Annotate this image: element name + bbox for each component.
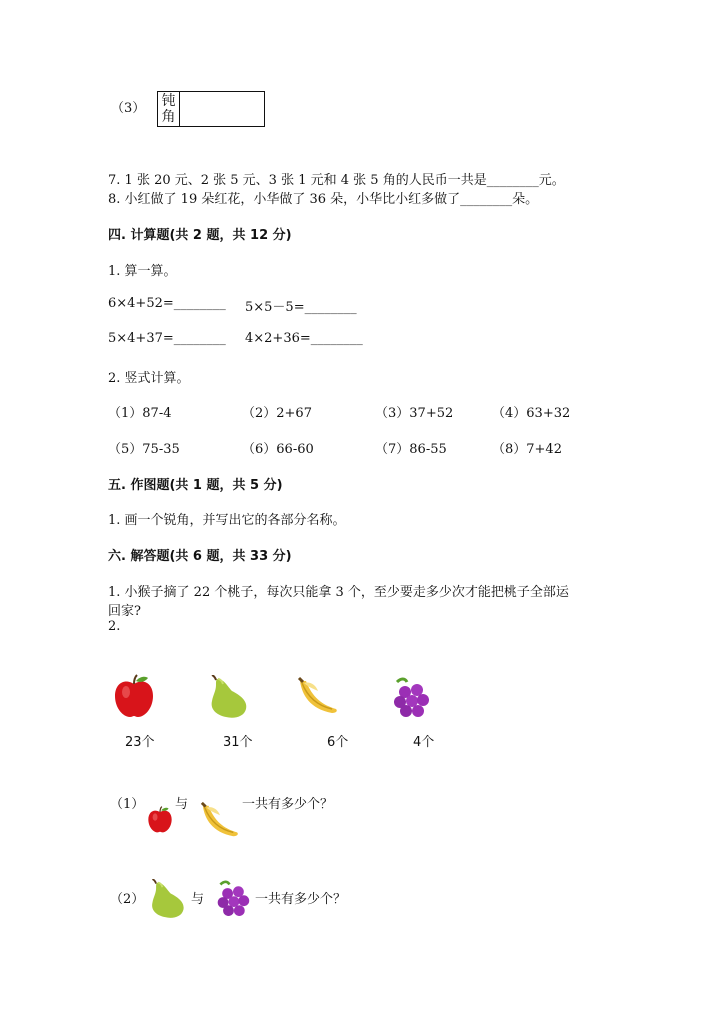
vertical-item-2: （2）2+67 <box>242 406 312 421</box>
vertical-item-1: （1）87-4 <box>108 406 172 421</box>
section6-q1-line2: 回家? <box>108 604 141 619</box>
vertical-item-3: （3）37+52 <box>375 406 454 421</box>
angle-name-box <box>157 91 265 127</box>
sub2-label: （2） <box>110 892 145 907</box>
calc-item-1: 6×4+52=________ <box>108 296 226 311</box>
sub2-question: 一共有多少个？ <box>255 892 347 907</box>
section4-q1-title: 1. 算一算。 <box>108 264 177 279</box>
apple-count: 23个 <box>125 735 155 750</box>
box-char-1: 钝 <box>161 93 176 109</box>
section5-title: 五. 作图题(共 1 题，共 5 分) <box>108 478 283 493</box>
item3-label: （3） <box>111 101 146 116</box>
pear-icon <box>206 675 250 719</box>
apple-icon <box>147 806 173 833</box>
pear-icon <box>147 879 187 919</box>
vertical-item-6: （6）66-60 <box>242 442 314 457</box>
vertical-item-4: （4）63+32 <box>492 406 571 421</box>
sub1-question: 一共有多少个？ <box>242 797 334 812</box>
section5-q1: 1. 画一个锐角，并写出它的各部分名称。 <box>108 513 346 528</box>
box-char-2: 角 <box>161 109 176 125</box>
question-7: 7. 1 张 20 元、2 张 5 元、3 张 1 元和 4 张 5 角的人民币一共是________元。 <box>108 173 565 188</box>
banana-count: 6个 <box>327 735 349 750</box>
vertical-item-8: （8）7+42 <box>492 442 562 457</box>
vertical-item-5: （5）75-35 <box>108 442 180 457</box>
section4-q2-title: 2. 竖式计算。 <box>108 371 190 386</box>
calc-item-4: 4×2+36=________ <box>245 331 363 346</box>
section4-title: 四. 计算题(共 2 题，共 12 分) <box>108 228 292 243</box>
calc-item-3: 5×4+37=________ <box>108 331 226 346</box>
section6-title: 六. 解答题(共 6 题，共 33 分) <box>108 549 292 564</box>
calc-item-2: 5×5－5=________ <box>245 300 357 315</box>
sub1-label: （1） <box>110 797 145 812</box>
grapes-icon <box>215 879 251 917</box>
vertical-item-7: （7）86-55 <box>375 442 447 457</box>
grapes-icon <box>391 676 431 718</box>
banana-icon <box>197 800 241 840</box>
pear-count: 31个 <box>223 735 253 750</box>
section6-q2: 2. <box>108 619 121 634</box>
question-8: 8. 小红做了 19 朵红花，小华做了 36 朵，小华比小红多做了________朵。 <box>108 192 539 207</box>
apple-icon <box>113 674 155 718</box>
section6-q1-line1: 1. 小猴子摘了 22 个桃子，每次只能拿 3 个，至少要走多少次才能把桃子全部运 <box>108 585 569 600</box>
banana-icon <box>294 675 340 717</box>
grapes-count: 4个 <box>413 735 435 750</box>
angle-name-label <box>158 92 180 126</box>
sub2-connector: 与 <box>191 892 205 907</box>
sub1-connector: 与 <box>175 797 189 812</box>
